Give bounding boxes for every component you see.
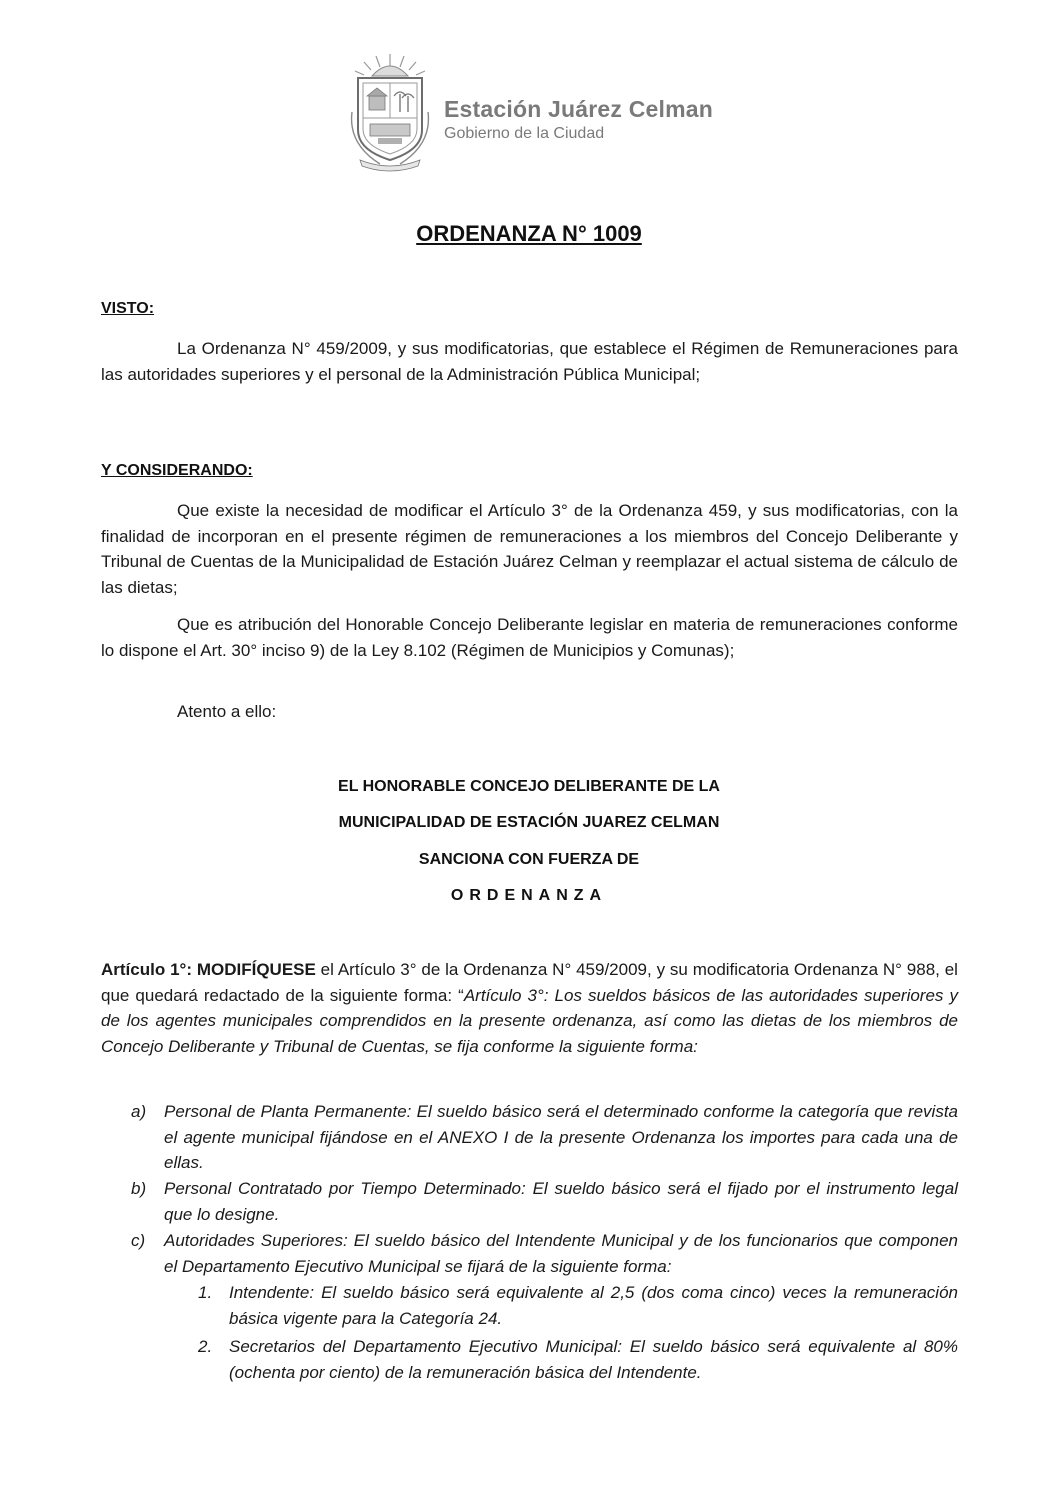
sanction-line-4: ORDENANZA xyxy=(450,887,608,904)
sub-list-item-marker: 1. xyxy=(198,1283,213,1302)
list-item-marker: a) xyxy=(131,1102,147,1121)
considerando-paragraph-2: Que es atribución del Honorable Concejo Deliberante legislar en materia de remuneraciones conforme lo dispone el Art. 30° inciso 9) de la Ley 8.102 (Régimen de Municipios y Comunas); xyxy=(101,615,958,660)
municipal-seal-icon xyxy=(340,52,440,172)
organization-name: Estación Juárez Celman xyxy=(444,96,714,122)
article-1-label: Artículo 1°: xyxy=(101,960,192,979)
sub-list-item-text: Secretarios del Departamento Ejecutivo Municipal: El sueldo básico será equivalente al 80% (ochenta por ciento) de la remuneración básica del Intendente. xyxy=(229,1337,958,1382)
sanction-line-3: SANCIONA CON FUERZA DE xyxy=(418,851,640,868)
considerando-heading: Y CONSIDERANDO: xyxy=(101,462,253,479)
sub-list-item-marker: 2. xyxy=(198,1337,213,1356)
list-item-marker: c) xyxy=(131,1231,146,1250)
visto-heading: VISTO: xyxy=(101,300,155,317)
sanction-line-1: EL HONORABLE CONCEJO DELIBERANTE DE LA xyxy=(338,778,720,795)
document-title: ORDENANZA N° 1009 xyxy=(416,221,642,246)
article-1-text: el Artículo 3° de la Ordenanza N° 459/2009, y su modificatoria Ordenanza N° 988, el que quedará redactado de la siguiente forma: “ xyxy=(101,960,958,1005)
considerando-paragraph-3: Atento a ello: xyxy=(177,702,277,721)
list-item-text: Personal Contratado por Tiempo Determinado: El sueldo básico será el fijado por el instrumento legal que lo designe. xyxy=(164,1179,958,1224)
letterhead xyxy=(340,52,720,172)
sub-list-item-text: Intendente: El sueldo básico será equivalente al 2,5 (dos coma cinco) veces la remuneración básica vigente para la Categoría 24. xyxy=(229,1283,958,1328)
article-1-quoted-text: Artículo 3°: Los sueldos básicos de las autoridades superiores y de los agentes municipales comprendidos en la presente ordenanza, así como las dietas de los miembros de Concejo Deliberante y Tribunal de Cuentas, se fija conforme la siguiente forma: xyxy=(101,985,958,1056)
article-1-paragraph xyxy=(101,957,958,1059)
list-item-marker: b) xyxy=(131,1179,147,1198)
list-item-text: Personal de Planta Permanente: El sueldo básico será el determinado conforme la categoría que revista el agente municipal fijándose en el ANEXO I de la presente Ordenanza los importes para cada una de ellas. xyxy=(164,1102,958,1172)
list-item-text: Autoridades Superiores: El sueldo básico del Intendente Municipal y de los funcionarios que componen el Departamento Ejecutivo Municipal se fijará de la siguiente forma: xyxy=(164,1231,958,1276)
visto-paragraph: La Ordenanza N° 459/2009, y sus modificatorias, que establece el Régimen de Remuneraciones para las autoridades superiores y el personal de la Administración Pública Municipal; xyxy=(101,339,958,384)
sanction-line-2: MUNICIPALIDAD DE ESTACIÓN JUAREZ CELMAN xyxy=(338,814,720,831)
considerando-paragraph-1: Que existe la necesidad de modificar el Artículo 3° de la Ordenanza 459, y sus modificatorias, con la finalidad de incorporan en el presente régimen de remuneraciones a los miembros del Concejo Deliberante y Tribunal de Cuentas de la Municipalidad de Estación Juárez Celman y reemplazar el actual sistema de cálculo de las dietas; xyxy=(101,501,958,597)
organization-subtitle: Gobierno de la Ciudad xyxy=(444,125,605,142)
article-1-verb: MODIFÍQUESE xyxy=(196,960,316,979)
